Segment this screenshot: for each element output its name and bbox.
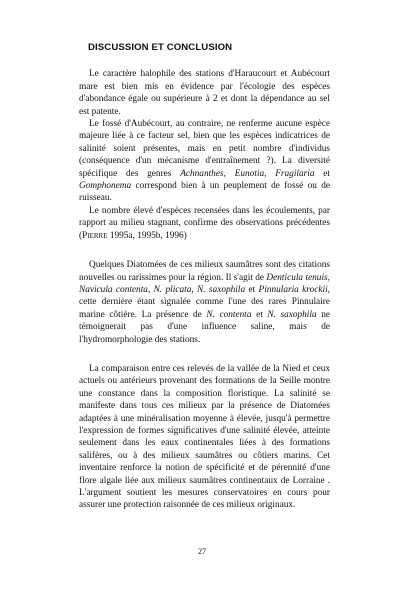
text-run: , bbox=[327, 272, 330, 283]
species-name: N. plicata bbox=[153, 284, 192, 295]
species-name: Pinnularia krockii bbox=[258, 284, 328, 295]
text-run: Quelques Diatomées de ces milieux saumâtres sont des citations nouvelles ou rarissimes pour la région. Il s'agit de bbox=[79, 260, 330, 283]
page-content bbox=[79, 42, 330, 512]
text-run: et bbox=[245, 284, 259, 295]
paragraph-fosse bbox=[79, 118, 330, 205]
species-name: N. contenta bbox=[206, 309, 252, 320]
species-name: Denticula tenuis bbox=[266, 272, 328, 283]
section-heading: DISCUSSION ET CONCLUSION bbox=[88, 42, 233, 53]
text-run: et bbox=[251, 309, 268, 320]
page-number: 27 bbox=[198, 547, 206, 556]
text-run: , bbox=[191, 284, 198, 295]
paragraph-comparaison: La comparaison entre ces relevés de la vallée de la Nied et ceux actuels ou antérieurs provenant des formations de la Seille montre une constance dans la composition floristique. La salinité se manifeste dans tous ces milieux par la présence de Diatomées adaptées à une minéralisation moyenne à élevée, jusqu'à permettre l'expression de formes significatives d'une salinité élevée, atteinte seulement dans les eaux continentales liées à des formations salifères, ou à des milieux saumâtres ou côtiers marins. Cet inventaire renforce la notion de spécificité et de pérennité d'une flore algale liée aux milieux saumâtres continentaux de Lorraine . L'argument soutient les mesures conservatoires en cours pour assurer une protection raisonnée de ces milieux originaux. bbox=[79, 363, 330, 511]
text-run: , bbox=[147, 284, 154, 295]
species-name: N. saxophila bbox=[267, 309, 317, 320]
text-run: 1995a, 1995b, 1996) bbox=[107, 230, 187, 241]
genus-name: Gomphonema bbox=[79, 181, 132, 192]
genus-name: Achnanthes bbox=[180, 168, 224, 179]
text-run: Le nombre élevé d'espèces recensées dans les écoulements, par rapport au milieu stagnant, confirme des observations précédentes ( bbox=[79, 205, 330, 241]
text-run: et bbox=[314, 168, 330, 179]
text-run: ne témoignerait pas d'une influence saline, mais de l'hydromorphologie des stations. bbox=[79, 309, 330, 345]
text-run: , bbox=[223, 168, 235, 179]
paragraph-especes bbox=[79, 205, 330, 242]
genus-name: Fragilaria bbox=[275, 168, 315, 179]
text-run: Le fossé d'Aubécourt, au contraire, ne renferme aucune espèce majeure liée à ce facteur sel, bien que les espèces indicatrices de salinité soient présentes, mais en petit nombre d'individus (conséquence d'un mécanisme d'entraînement ?). La diversité spécifique des genres bbox=[79, 119, 330, 179]
species-name: N. saxophila bbox=[197, 284, 246, 295]
paragraph-halophile: Le caractère halophile des stations d'Haraucourt et Aubécourt mare est bien mis en évidence par l'écologie des espèces d'abondance égale ou supérieure à 2 et dont la dépendance au sel est patente. bbox=[79, 69, 330, 117]
paragraph-diatomees bbox=[79, 259, 330, 346]
text-run: , bbox=[264, 168, 276, 179]
genus-name: Eunotia bbox=[234, 168, 265, 179]
text-run: correspond bien à un peuplement de fossé ou de ruisseau. bbox=[79, 181, 330, 204]
species-name: Navicula contenta bbox=[79, 284, 148, 295]
author-name: Pierre bbox=[82, 230, 108, 241]
text-run: , cette dernière étant signalée comme l'une des rares Pinnulaire marine côtière. La présence de bbox=[79, 284, 330, 320]
